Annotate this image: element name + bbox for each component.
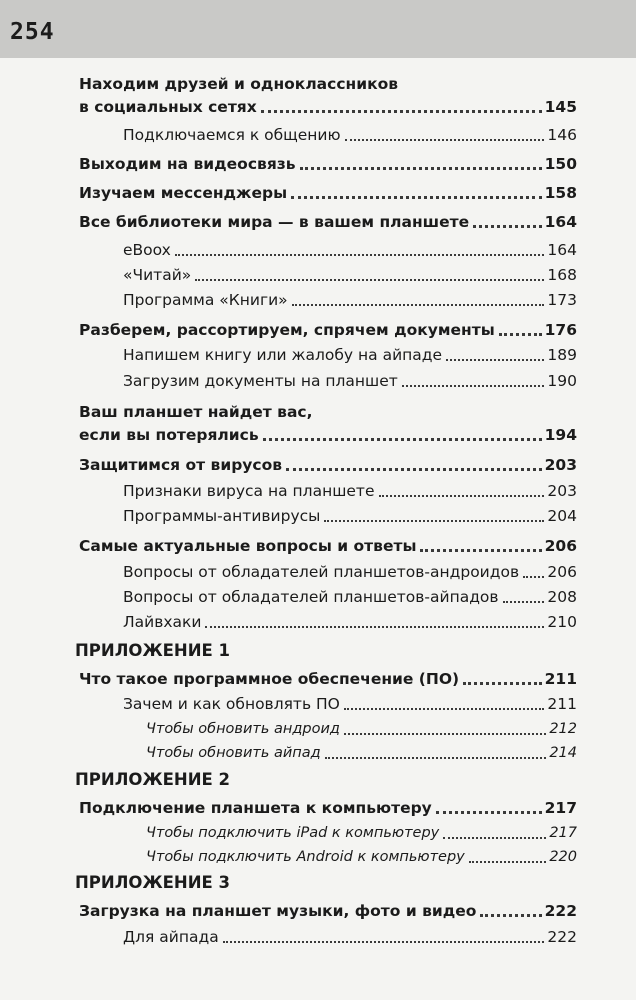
dot-leader bbox=[324, 520, 544, 522]
toc-entry-title: Что такое программное обеспечение (ПО) bbox=[79, 670, 460, 688]
toc-entry[interactable] bbox=[79, 669, 577, 689]
dot-leader bbox=[344, 733, 546, 735]
toc-entry-title: Подключаемся к общению bbox=[123, 126, 341, 144]
toc-entry-page: 146 bbox=[547, 126, 577, 144]
toc-entry-page: 203 bbox=[547, 482, 577, 500]
dot-leader bbox=[344, 708, 545, 710]
toc-entry-page: 168 bbox=[547, 266, 577, 284]
appendix-heading bbox=[75, 770, 573, 790]
toc-entry-page: 194 bbox=[544, 426, 577, 444]
dot-leader bbox=[261, 110, 542, 113]
dot-leader bbox=[379, 495, 545, 497]
toc-entry-title: Вопросы от обладателей планшетов-андроидов bbox=[123, 563, 520, 581]
toc-entry[interactable] bbox=[79, 455, 577, 475]
toc-entry[interactable] bbox=[79, 183, 577, 203]
toc-entry-title: Для айпада bbox=[123, 928, 219, 946]
toc-entry[interactable] bbox=[123, 125, 577, 145]
toc-entry[interactable] bbox=[79, 901, 577, 921]
toc-entry[interactable] bbox=[146, 823, 577, 843]
toc-entry[interactable] bbox=[123, 345, 577, 365]
toc-entry-title: Вопросы от обладателей планшетов-айпадов bbox=[123, 588, 499, 606]
appendix-title: ПРИЛОЖЕНИЕ 2 bbox=[75, 770, 231, 789]
dot-leader bbox=[325, 757, 547, 759]
toc-entry-page: 150 bbox=[544, 155, 577, 173]
toc-entry[interactable] bbox=[123, 265, 577, 285]
toc-entry-title: «Читай» bbox=[123, 266, 192, 284]
toc-entry-page: 206 bbox=[547, 563, 577, 581]
dot-leader bbox=[345, 139, 545, 141]
toc-entry[interactable] bbox=[123, 612, 577, 632]
dot-leader bbox=[469, 861, 547, 863]
toc-entry-title: Программы-антивирусы bbox=[123, 507, 321, 525]
dot-leader bbox=[523, 576, 544, 578]
toc-entry-page: 206 bbox=[544, 537, 577, 555]
dot-leader bbox=[223, 941, 545, 943]
dot-leader bbox=[436, 811, 542, 814]
toc-entry-page: 220 bbox=[549, 849, 577, 865]
appendix-heading bbox=[75, 873, 573, 893]
toc-entry-page: 212 bbox=[549, 721, 577, 737]
toc-entry-page: 204 bbox=[547, 507, 577, 525]
toc-entry-page: 145 bbox=[544, 98, 577, 116]
dot-leader bbox=[205, 626, 544, 628]
toc-entry-page: 203 bbox=[544, 456, 577, 474]
toc-entry[interactable] bbox=[123, 290, 577, 310]
dot-leader bbox=[503, 601, 545, 603]
toc-entry-title: Признаки вируса на планшете bbox=[123, 482, 375, 500]
dot-leader bbox=[420, 549, 541, 552]
toc-entry-page: 158 bbox=[544, 184, 577, 202]
toc-entry-title: Программа «Книги» bbox=[123, 291, 288, 309]
toc-entry-title: Самые актуальные вопросы и ответы bbox=[79, 537, 417, 555]
dot-leader bbox=[473, 225, 541, 228]
toc-entry-page: 208 bbox=[547, 588, 577, 606]
dot-leader bbox=[300, 167, 542, 170]
toc-entry[interactable] bbox=[123, 481, 577, 501]
dot-leader bbox=[463, 682, 542, 685]
toc-entry-page: 176 bbox=[544, 321, 577, 339]
toc-entry-page: 217 bbox=[549, 825, 577, 841]
dot-leader bbox=[195, 279, 544, 281]
toc-entry-line1: Находим друзей и одноклассников bbox=[79, 75, 399, 93]
toc-entry[interactable] bbox=[79, 212, 577, 232]
toc-entry-page: 164 bbox=[547, 241, 577, 259]
toc-entry-title: Подключение планшета к компьютеру bbox=[79, 799, 432, 817]
toc-entry-title: Напишем книгу или жалобу на айпаде bbox=[123, 346, 443, 364]
toc-entry[interactable] bbox=[123, 587, 577, 607]
toc-entry[interactable] bbox=[146, 847, 577, 867]
toc-entry-title: Разберем, рассортируем, спрячем документы bbox=[79, 321, 495, 339]
dot-leader bbox=[499, 333, 542, 336]
toc-entry-page: 211 bbox=[544, 670, 577, 688]
toc-entry-page: 217 bbox=[544, 799, 577, 817]
dot-leader bbox=[480, 914, 541, 917]
toc-entry-title: Чтобы обновить андроид bbox=[146, 721, 340, 737]
dot-leader bbox=[291, 196, 542, 199]
toc-entry[interactable] bbox=[123, 562, 577, 582]
toc-entry[interactable] bbox=[123, 506, 577, 526]
toc-entry-title: Загрузка на планшет музыки, фото и видео bbox=[79, 902, 477, 920]
toc-entry-page: 222 bbox=[544, 902, 577, 920]
toc-entry[interactable] bbox=[79, 320, 577, 340]
toc-entry[interactable] bbox=[79, 425, 577, 445]
dot-leader bbox=[292, 304, 545, 306]
toc-entry[interactable] bbox=[79, 536, 577, 556]
toc-entry-title: eBoox bbox=[123, 241, 171, 259]
toc-entry-title: Лайвхаки bbox=[123, 613, 202, 631]
toc-entry-page: 173 bbox=[547, 291, 577, 309]
toc-entry[interactable] bbox=[123, 694, 577, 714]
toc-entry-title: если вы потерялись bbox=[79, 426, 259, 444]
toc-entry-title: в социальных сетях bbox=[79, 98, 257, 116]
appendix-title: ПРИЛОЖЕНИЕ 3 bbox=[75, 873, 231, 892]
dot-leader bbox=[446, 359, 544, 361]
appendix-title: ПРИЛОЖЕНИЕ 1 bbox=[75, 641, 231, 660]
toc-entry-page: 164 bbox=[544, 213, 577, 231]
toc-entry-title: Чтобы подключить Android к компьютеру bbox=[146, 849, 465, 865]
toc-entry-title: Загрузим документы на планшет bbox=[123, 372, 398, 390]
toc-entry-page: 210 bbox=[547, 613, 577, 631]
toc-entry-page: 222 bbox=[547, 928, 577, 946]
toc-entry-title: Чтобы подключить iPad к компьютеру bbox=[146, 825, 440, 841]
toc-entry[interactable] bbox=[123, 371, 577, 391]
appendix-heading bbox=[75, 641, 573, 661]
toc-entry[interactable] bbox=[79, 798, 577, 818]
toc-entry[interactable] bbox=[146, 719, 577, 739]
toc-entry-page: 189 bbox=[547, 346, 577, 364]
dot-leader bbox=[443, 837, 546, 839]
page-number: 254 bbox=[10, 19, 55, 45]
dot-leader bbox=[286, 468, 542, 471]
toc-entry[interactable] bbox=[123, 927, 577, 947]
toc-entry-page: 214 bbox=[549, 745, 577, 761]
toc-entry[interactable] bbox=[79, 154, 577, 174]
toc-entry-title: Чтобы обновить айпад bbox=[146, 745, 321, 761]
toc-entry[interactable] bbox=[123, 240, 577, 260]
dot-leader bbox=[402, 385, 545, 387]
toc-entry-title: Изучаем мессенджеры bbox=[79, 184, 288, 202]
toc-entry-page: 190 bbox=[547, 372, 577, 390]
toc-entry-title: Все библиотеки мира — в вашем планшете bbox=[79, 213, 470, 231]
dot-leader bbox=[175, 254, 545, 256]
toc-entry-title: Защитимся от вирусов bbox=[79, 456, 283, 474]
toc-entry[interactable] bbox=[79, 97, 577, 117]
toc-entry-line1: Ваш планшет найдет вас, bbox=[79, 403, 313, 421]
dot-leader bbox=[263, 438, 542, 441]
toc-entry[interactable] bbox=[146, 743, 577, 763]
toc-entry-page: 211 bbox=[547, 695, 577, 713]
toc-entry-title: Выходим на видеосвязь bbox=[79, 155, 296, 173]
toc-entry-title: Зачем и как обновлять ПО bbox=[123, 695, 340, 713]
